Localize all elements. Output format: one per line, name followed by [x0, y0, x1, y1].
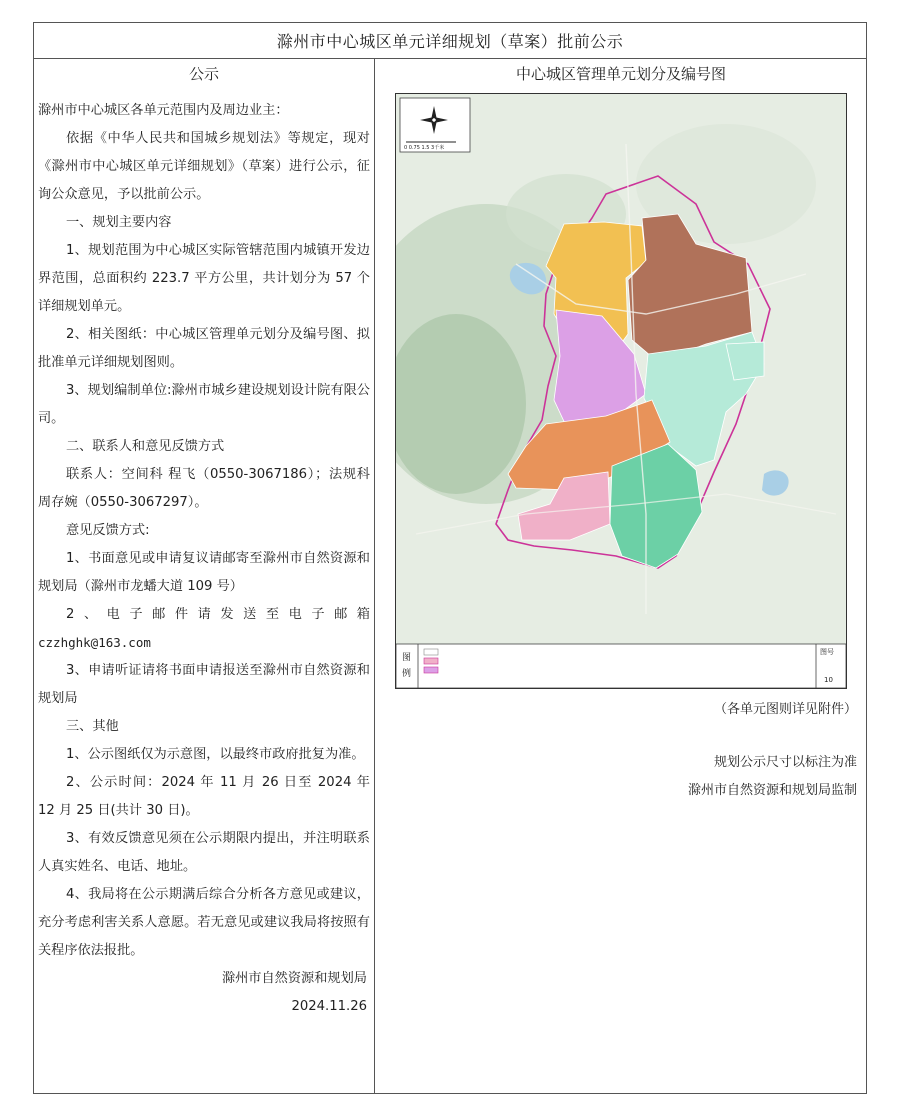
units-note: （各单元图则详见附件） [713, 702, 857, 717]
section-heading-1: 一、规划主要内容 [66, 215, 172, 230]
other-item-2: 2、公示时间：2024 年 11 月 26 日至 2024 年 12 月 25 日(共计 30 日)。 [38, 775, 370, 818]
feedback-item-1: 1、书面意见或申请复议请邮寄至滁州市自然资源和规划局（滁州市龙蟠大道 109 号） [38, 551, 370, 594]
page-title: 滁州市中心城区单元详细规划（草案）批前公示 [34, 23, 866, 59]
content-item-2: 2、相关图纸：中心城区管理单元划分及编号图、拟批准单元详细规划图则。 [38, 327, 370, 370]
notice-heading: 公示 [188, 65, 219, 83]
other-item-1: 1、公示图纸仅为示意图，以最终市政府批复为准。 [66, 747, 365, 762]
content-item-3: 3、规划编制单位:滁州市城乡建设规划设计院有限公司。 [38, 383, 370, 426]
legend-title-2: 例 [402, 669, 412, 679]
content-item-1: 1、规划范围为中心城区实际管辖范围内城镇开发边界范围，总面积约 223.7 平方公里，共计划分为 57 个详细规划单元。 [38, 243, 370, 314]
scale-label: 0 0.75 1.5 3千米 [404, 145, 445, 151]
notice-column [34, 59, 374, 1093]
legend-swatch-1 [424, 649, 438, 655]
legend-swatch-2 [424, 658, 438, 664]
issuer-signature: 滁州市自然资源和规划局 [221, 971, 367, 986]
legend-strip [396, 644, 846, 688]
size-note: 规划公示尺寸以标注为准 [713, 755, 857, 770]
map-column [375, 59, 867, 1093]
supervision-note: 滁州市自然资源和规划局监制 [687, 783, 857, 798]
feedback-heading: 意见反馈方式: [66, 523, 150, 538]
unit-division-map[interactable] [395, 93, 847, 689]
legend-title-1: 图 [402, 653, 412, 663]
legend-swatch-3 [424, 667, 438, 673]
feedback-email[interactable]: czzhghk@163.com [38, 635, 151, 650]
contact-persons: 联系人：空间科 程飞（0550-3067186）；法规科 周存婉（0550-3067297）。 [38, 467, 370, 510]
map-graphic [396, 94, 846, 688]
notice-intro: 依据《中华人民共和国城乡规划法》等规定，现对《滁州市中心城区单元详细规划》（草案）进行公示，征询公众意见，予以批前公示。 [38, 131, 370, 202]
notice-frame [33, 22, 867, 1094]
map-heading: 中心城区管理单元划分及编号图 [515, 65, 726, 83]
feedback-item-2: 2、电子邮件请发送至电子邮箱 [66, 607, 370, 622]
issue-date: 2024.11.26 [291, 999, 367, 1014]
figure-no: 10 [824, 676, 833, 684]
figure-no-label: 图号 [820, 648, 834, 656]
notice-body [38, 97, 370, 1021]
other-item-3: 3、有效反馈意见须在公示期限内提出，并注明联系人真实姓名、电话、地址。 [38, 831, 370, 874]
section-heading-3: 三、其他 [66, 719, 119, 734]
feedback-item-3: 3、申请听证请将书面申请报送至滁州市自然资源和规划局 [38, 663, 370, 706]
notice-salutation: 滁州市中心城区各单元范围内及周边业主： [38, 103, 289, 118]
section-heading-2: 二、联系人和意见反馈方式 [66, 439, 225, 454]
other-item-4: 4、我局将在公示期满后综合分析各方意见或建议，充分考虑利害关系人意愿。若无意见或建议我局将按照有关程序依法报批。 [38, 887, 370, 958]
